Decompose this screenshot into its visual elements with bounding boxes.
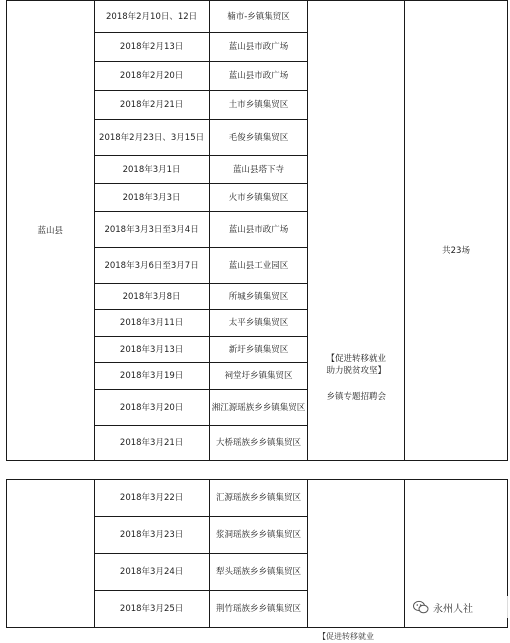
venue-cell: 湘江源瑶族乡乡镇集贸区 <box>209 390 308 426</box>
venue-cell: 蓝山县工业园区 <box>209 248 308 284</box>
venue-cell: 蓝山县塔下寺 <box>209 156 308 184</box>
cut-off-text: 【促进转移就业 <box>318 632 374 641</box>
date-cell: 2018年3月3日至3月4日 <box>94 212 209 248</box>
date-cell: 2018年3月3日 <box>94 184 209 212</box>
county-cell <box>7 1 95 461</box>
date-cell: 2018年3月21日 <box>94 426 209 461</box>
venue-cell: 浆洞瑶族乡乡镇集贸区 <box>209 517 308 554</box>
date-cell: 2018年3月23日 <box>94 517 209 554</box>
total-cell <box>405 1 508 461</box>
date-cell: 2018年3月11日 <box>94 310 209 337</box>
date-cell: 2018年3月6日至3月7日 <box>94 248 209 284</box>
date-cell: 2018年3月20日 <box>94 390 209 426</box>
watermark <box>413 596 509 618</box>
venue-cell: 所城乡镇集贸区 <box>209 284 308 310</box>
date-cell: 2018年3月25日 <box>94 591 209 628</box>
date-cell: 2018年3月8日 <box>94 284 209 310</box>
wechat-icon <box>413 600 429 614</box>
promo-line-2: 助力脱贫攻坚】 <box>326 365 387 376</box>
date-cell: 2018年3月24日 <box>94 554 209 591</box>
date-cell: 2018年2月13日 <box>94 33 209 62</box>
venue-cell: 蓝山县市政广场 <box>209 33 308 62</box>
venue-cell: 大桥瑶族乡乡镇集贸区 <box>209 426 308 461</box>
schedule-table-upper <box>6 0 508 461</box>
date-cell: 2018年2月20日 <box>94 62 209 91</box>
venue-cell: 土市乡镇集贸区 <box>209 91 308 120</box>
date-cell: 2018年2月10日、12日 <box>94 1 209 33</box>
total-label: 共23场 <box>442 245 470 256</box>
watermark-text: 永州人社 <box>433 603 473 615</box>
promo-line-3: 乡镇专题招聘会 <box>326 391 387 402</box>
date-cell: 2018年2月21日 <box>94 91 209 120</box>
venue-cell: 祠堂圩乡镇集贸区 <box>209 363 308 390</box>
venue-cell: 太平乡镇集贸区 <box>209 310 308 337</box>
date-cell: 2018年2月23日、3月15日 <box>94 120 209 156</box>
venue-cell: 犁头瑶族乡乡镇集贸区 <box>209 554 308 591</box>
venue-cell: 楠市-乡镇集贸区 <box>209 1 308 33</box>
date-cell: 2018年3月22日 <box>94 480 209 517</box>
date-cell: 2018年3月1日 <box>94 156 209 184</box>
venue-cell: 毛俊乡镇集贸区 <box>209 120 308 156</box>
venue-cell: 火市乡镇集贸区 <box>209 184 308 212</box>
promo-cell <box>308 1 405 461</box>
date-cell: 2018年3月19日 <box>94 363 209 390</box>
date-cell: 2018年3月13日 <box>94 337 209 363</box>
venue-cell: 汇源瑶族乡乡镇集贸区 <box>209 480 308 517</box>
venue-cell: 蓝山县市政广场 <box>209 62 308 91</box>
venue-cell: 蓝山县市政广场 <box>209 212 308 248</box>
venue-cell: 新圩乡镇集贸区 <box>209 337 308 363</box>
promo-line-1: 【促进转移就业 <box>326 353 387 364</box>
venue-cell: 荆竹瑶族乡乡镇集贸区 <box>209 591 308 628</box>
page-gap <box>0 468 510 479</box>
county-label: 蓝山县 <box>37 225 64 236</box>
county-cell-continued <box>7 480 95 628</box>
